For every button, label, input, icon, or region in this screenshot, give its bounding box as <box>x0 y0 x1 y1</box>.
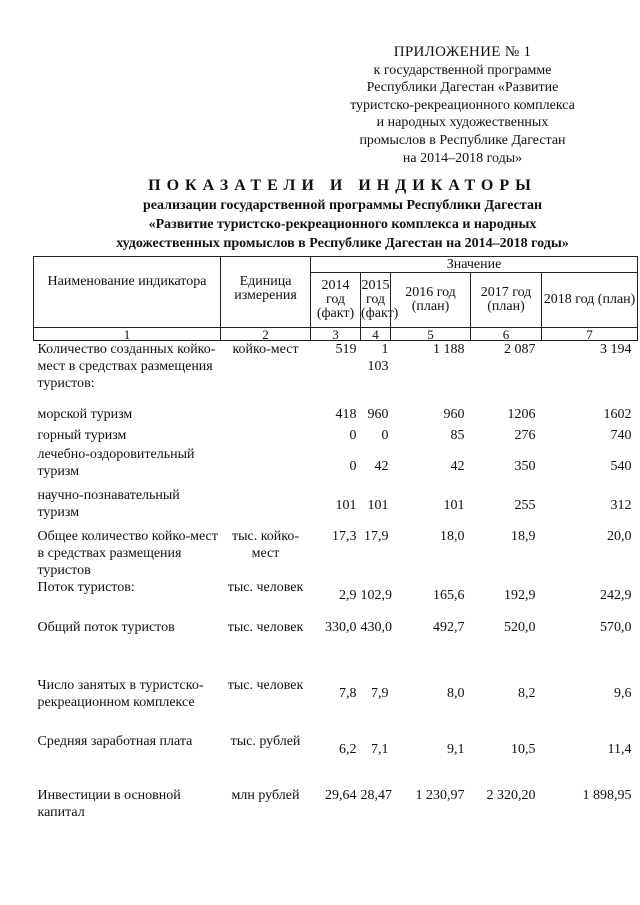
header-year-2015: 2015 год (факт) <box>361 273 391 328</box>
value-2015: 17,9 <box>364 528 389 544</box>
appendix-block <box>330 44 595 167</box>
indicator-unit: тыс. человек <box>227 579 304 595</box>
header-unit: Единица измерения <box>221 257 311 328</box>
value-2017: 8,2 <box>518 685 536 701</box>
indicator-name: Общий поток туристов <box>37 619 175 635</box>
value-2018: 242,9 <box>600 587 632 603</box>
value-2018: 3 194 <box>600 342 632 357</box>
appendix-line: промыслов в Республике Дагестан <box>359 132 566 148</box>
value-2014: 0 <box>349 458 357 474</box>
table-row <box>34 524 638 579</box>
value-2015: 101 <box>367 497 389 513</box>
value-2016: 165,6 <box>433 587 465 603</box>
value-2015: 430,0 <box>360 619 392 635</box>
column-number: 7 <box>542 328 638 341</box>
header-year-2017: 2017 год (план) <box>471 273 542 328</box>
value-2017: 2 320,20 <box>486 787 536 803</box>
value-2017: 255 <box>514 497 536 513</box>
column-number: 5 <box>391 328 471 341</box>
value-2018: 740 <box>610 427 632 443</box>
table-row <box>34 487 638 524</box>
indicator-name: Количество созданных койко-мест в средствах размещения туристов: <box>37 342 216 391</box>
heading-subtitle-line: реализации государственной программы Республики Дагестан <box>142 198 543 213</box>
indicator-name: Число занятых в туристско-рекреационном комплексе <box>37 677 204 710</box>
appendix-line: к государственной программе <box>373 62 552 78</box>
appendix-title: ПРИЛОЖЕНИЕ № 1 <box>393 44 532 60</box>
value-2017: 520,0 <box>504 619 536 635</box>
value-2015: 0 <box>381 427 389 443</box>
value-2018: 20,0 <box>607 528 632 544</box>
value-2016: 9,1 <box>447 741 465 757</box>
indicator-name: научно-познавательный туризм <box>37 487 180 520</box>
table-row <box>34 406 638 427</box>
value-2018: 9,6 <box>614 685 632 701</box>
value-2017: 192,9 <box>504 587 536 603</box>
table-row <box>34 427 638 446</box>
table-row <box>34 341 638 406</box>
indicators-table-wrap <box>33 256 637 827</box>
value-2017: 2 087 <box>504 342 536 357</box>
column-number: 4 <box>361 328 391 341</box>
value-2016: 18,0 <box>440 528 465 544</box>
value-2017: 276 <box>514 427 536 443</box>
value-2015: 960 <box>367 406 389 422</box>
table-row <box>34 677 638 733</box>
value-2016: 1 230,97 <box>415 787 465 803</box>
value-2018: 11,4 <box>607 741 632 757</box>
table-row <box>34 787 638 827</box>
indicators-table <box>33 256 638 827</box>
column-number: 1 <box>34 328 221 341</box>
value-2014: 418 <box>335 406 357 422</box>
value-2017: 18,9 <box>511 528 536 544</box>
value-2014: 101 <box>335 497 357 513</box>
value-2014: 7,8 <box>339 685 357 701</box>
value-2016: 8,0 <box>447 685 465 701</box>
header-value-group: Значение <box>311 257 638 273</box>
value-2014: 2,9 <box>339 587 357 603</box>
indicator-name: Инвестиции в основной капитал <box>37 787 181 820</box>
indicator-name: Средняя заработная плата <box>37 733 193 749</box>
heading-subtitle-line: художественных промыслов в Республике Дагестан на 2014–2018 годы» <box>116 236 569 251</box>
table-row <box>34 446 638 487</box>
value-2018: 1 898,95 <box>582 787 632 803</box>
indicator-name: Поток туристов: <box>37 579 135 595</box>
value-2015: 1 103 <box>367 342 389 374</box>
value-2017: 1206 <box>507 406 536 422</box>
column-number: 2 <box>221 328 311 341</box>
indicator-name: лечебно-оздоровительный туризм <box>37 446 195 479</box>
value-2014: 330,0 <box>325 619 357 635</box>
appendix-line: на 2014–2018 годы» <box>402 150 523 166</box>
column-number: 3 <box>311 328 361 341</box>
header-indicator-name: Наименование индикатора <box>34 257 221 328</box>
value-2014: 0 <box>349 427 357 443</box>
value-2018: 540 <box>610 458 632 474</box>
value-2015: 42 <box>374 458 389 474</box>
value-2016: 101 <box>443 497 465 513</box>
value-2014: 6,2 <box>339 741 357 757</box>
value-2016: 42 <box>450 458 465 474</box>
indicator-unit: тыс. человек <box>227 677 304 693</box>
value-2018: 312 <box>610 497 632 513</box>
value-2017: 350 <box>514 458 536 474</box>
table-row <box>34 619 638 677</box>
heading-title: ПОКАЗАТЕЛИ И ИНДИКАТОРЫ <box>148 177 537 194</box>
appendix-line: Республики Дагестан «Развитие <box>366 80 559 96</box>
value-2016: 1 188 <box>433 342 465 357</box>
indicator-unit <box>221 487 311 524</box>
value-2015: 28,47 <box>360 787 392 803</box>
value-2014: 17,3 <box>332 528 357 544</box>
indicator-name: морской туризм <box>37 406 133 422</box>
indicator-unit <box>221 446 311 487</box>
indicator-unit: тыс. койко-мест <box>231 528 300 561</box>
indicator-unit <box>221 406 311 427</box>
value-2014: 29,64 <box>325 787 357 803</box>
value-2018: 1602 <box>603 406 632 422</box>
header-year-2014: 2014 год (факт) <box>311 273 361 328</box>
column-number: 6 <box>471 328 542 341</box>
value-2016: 960 <box>443 406 465 422</box>
value-2015: 102,9 <box>360 587 392 603</box>
indicator-unit: млн рублей <box>231 787 300 803</box>
header-year-2018: 2018 год (план) <box>542 273 638 328</box>
appendix-line: и народных художественных <box>376 115 549 131</box>
value-2015: 7,1 <box>371 741 389 757</box>
appendix-line: туристско-рекреационного комплекса <box>350 97 575 113</box>
indicator-unit: койко-мест <box>232 342 299 357</box>
value-2014: 519 <box>335 342 357 357</box>
indicator-unit: тыс. рублей <box>230 733 301 749</box>
table-row <box>34 579 638 619</box>
heading-subtitle-line: «Развитие туристско-рекреационного комплекса и народных <box>148 217 537 232</box>
indicator-name: Общее количество койко-мест в средствах размещения туристов <box>37 528 218 578</box>
value-2015: 7,9 <box>371 685 389 701</box>
indicator-unit <box>221 427 311 446</box>
value-2016: 85 <box>450 427 465 443</box>
header-year-2016: 2016 год (план) <box>391 273 471 328</box>
value-2017: 10,5 <box>511 741 536 757</box>
indicator-unit: тыс. человек <box>227 619 304 635</box>
indicator-name: горный туризм <box>37 427 127 443</box>
value-2018: 570,0 <box>600 619 632 635</box>
table-row <box>34 733 638 787</box>
document-heading <box>60 176 625 253</box>
value-2016: 492,7 <box>433 619 465 635</box>
